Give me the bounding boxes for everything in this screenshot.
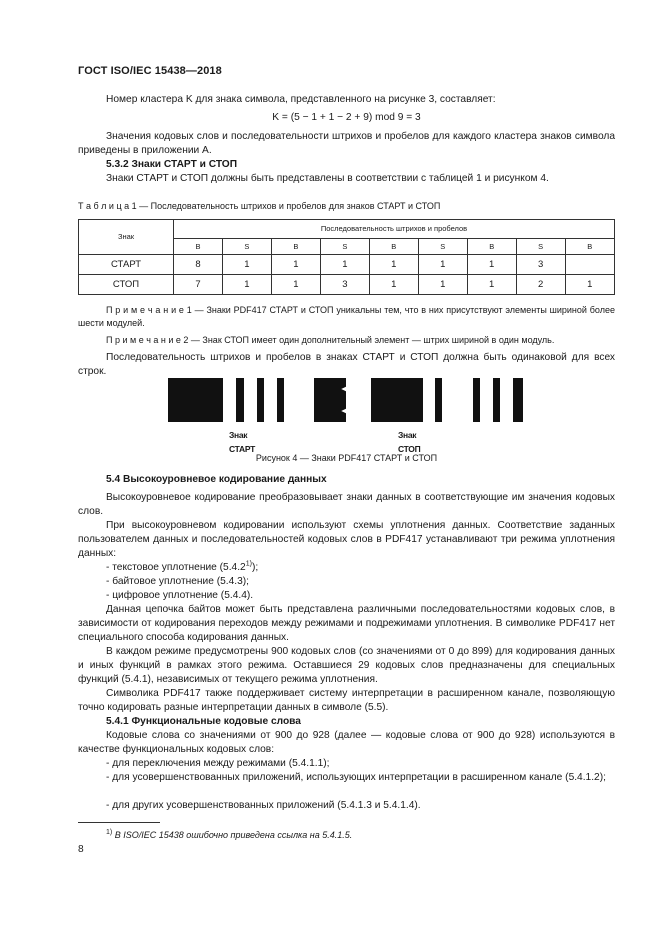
- list-item: - для других усовершенствованных приложений (5.4.1.3 и 5.4.1.4).: [106, 800, 421, 811]
- start-bar: [257, 378, 264, 422]
- table-row: [79, 275, 615, 295]
- footnote-mark: 1): [106, 829, 113, 836]
- note-2: П р и м е ч а н и е 2 — Знак СТОП имеет один дополнительный элемент — штрих шириной в один модуль.: [106, 335, 555, 345]
- table-subheader: B: [565, 239, 614, 255]
- stop-bar: [435, 378, 442, 422]
- stop-bar: [371, 378, 423, 422]
- table-cell: 1: [320, 255, 369, 275]
- table-cell: 7: [174, 275, 223, 295]
- table-cell: 8: [174, 255, 223, 275]
- start-bar: [277, 378, 284, 422]
- paragraph-cluster: Номер кластера K для знака символа, представленного на рисунке 3, составляет:: [106, 94, 496, 105]
- stop-bar: [513, 378, 523, 422]
- list-item-text: );: [251, 562, 259, 573]
- table-cell: 1: [565, 275, 614, 295]
- table-cell: 3: [320, 275, 369, 295]
- start-bar: [236, 378, 244, 422]
- table-header-sign: Знак: [79, 220, 174, 255]
- paragraph-5-4-b: При высокоуровневом кодировании используют схемы уплотнения данных. Соответствие заданных пользователем данных и последовательностей кодовых слов в PDF417 устанавливают три режима уплотнения данных:: [78, 520, 615, 559]
- footnote-rule: [78, 822, 160, 823]
- table-cell: 1: [222, 275, 271, 295]
- stop-bar: [314, 378, 346, 422]
- table-cell: 1: [369, 275, 418, 295]
- table-cell: [565, 255, 614, 275]
- figure-label-start: Знак СТАРТ: [229, 430, 255, 454]
- table-row: [79, 255, 615, 275]
- figure-caption: Рисунок 4 — Знаки PDF417 СТАРТ и СТОП: [255, 453, 438, 463]
- document-header: ГОСТ ISO/IEC 15438—2018: [78, 65, 222, 77]
- paragraph-sequence: Последовательность штрихов и пробелов в знаках СТАРТ и СТОП должна быть одинаковой для всех строк.: [78, 352, 615, 377]
- table-cell: 1: [418, 255, 467, 275]
- table-subheader: S: [516, 239, 565, 255]
- list-item: - байтовое уплотнение (5.4.3);: [106, 576, 250, 587]
- table-cell-sign: СТАРТ: [79, 255, 174, 275]
- table-cell: 1: [271, 275, 320, 295]
- footnote-text: В ISO/IEC 15438 ошибочно приведена ссылка на 5.4.1.5.: [114, 830, 353, 840]
- paragraph-chain: Данная цепочка байтов может быть представлена различными последовательностями кодовых слов, в зависимости от кодирования переходов между режимами и подрежимами уплотнения. В символике PDF417 нет специального способа кодирования данных.: [78, 604, 615, 643]
- formula: K = (5 − 1 + 1 − 2 + 9) mod 9 = 3: [272, 112, 421, 123]
- paragraph-extended: Символика PDF417 также поддерживает систему интерпретации в расширенном канале, позволяющую точно кодировать разные интерпретации данных в символе (5.5).: [78, 688, 615, 713]
- list-item: - для переключения между режимами (5.4.1.1);: [106, 758, 330, 769]
- table-cell-sign: СТОП: [79, 275, 174, 295]
- table-subheader: B: [174, 239, 223, 255]
- table-subheader: B: [271, 239, 320, 255]
- figure-label-stop: Знак СТОП: [398, 430, 421, 454]
- table-cell: 1: [418, 275, 467, 295]
- table-cell: 1: [467, 275, 516, 295]
- table-cell: 1: [467, 255, 516, 275]
- paragraph-900: В каждом режиме предусмотрены 900 кодовых слов (со значениями от 0 до 899) для кодирования данных и иных функций в рамках этого режима. Оставшиеся 29 кодовых слов предназначены для специальных функций (5.4.1), независимых от текущего режима уплотнения.: [78, 646, 615, 685]
- table-header-sequence: Последовательность штрихов и пробелов: [174, 220, 615, 239]
- footnote: [106, 828, 352, 842]
- table-subheader: S: [418, 239, 467, 255]
- section-heading-5-4-1: 5.4.1 Функциональные кодовые слова: [106, 716, 301, 727]
- table-subheader: S: [320, 239, 369, 255]
- paragraph-5-4-a: Высокоуровневое кодирование преобразовывает знаки данных в соответствующие им значения кодовых слов.: [78, 492, 615, 517]
- table-subheader: B: [369, 239, 418, 255]
- table-cell: 2: [516, 275, 565, 295]
- section-heading-5-3-2: 5.3.2 Знаки СТАРТ и СТОП: [106, 159, 238, 170]
- list-item: - цифровое уплотнение (5.4.4).: [106, 590, 254, 601]
- table-subheader: B: [467, 239, 516, 255]
- start-stop-table: [78, 219, 615, 295]
- page-number: 8: [78, 844, 84, 855]
- footnote-ref: 1): [245, 560, 252, 568]
- list-item-text: - текстовое уплотнение (5.4.2: [106, 562, 246, 573]
- table-cell: 1: [271, 255, 320, 275]
- stop-bar: [473, 378, 480, 422]
- table-cell: 3: [516, 255, 565, 275]
- table-caption: Т а б л и ц а 1 — Последовательность штрихов и пробелов для знаков СТАРТ и СТОП: [78, 201, 441, 211]
- note-1: П р и м е ч а н и е 1 — Знаки PDF417 СТАРТ и СТОП уникальны тем, что в них присутствуют элементы шириной более шести модулей.: [78, 305, 615, 328]
- list-item: - для усовершенствованных приложений, использующих интерпретации в расширенном канале (5.4.1.2);: [106, 772, 606, 783]
- table-cell: 1: [369, 255, 418, 275]
- stop-bar: [493, 378, 500, 422]
- paragraph-5-3-2: Знаки СТАРТ и СТОП должны быть представлены в соответствии с таблицей 1 и рисунком 4.: [106, 173, 549, 184]
- table-subheader: S: [222, 239, 271, 255]
- paragraph-5-4-1: Кодовые слова со значениями от 900 до 928 (далее — кодовые слова от 900 до 928) используются в качестве функциональных кодовых слов:: [78, 730, 615, 755]
- list-item: [78, 561, 615, 575]
- section-heading-5-4: 5.4 Высокоуровневое кодирование данных: [106, 474, 327, 485]
- paragraph-values: Значения кодовых слов и последовательности штрихов и пробелов для каждого кластера знаков символа приведены в приложении А.: [78, 131, 615, 156]
- table-cell: 1: [222, 255, 271, 275]
- start-bar: [168, 378, 223, 422]
